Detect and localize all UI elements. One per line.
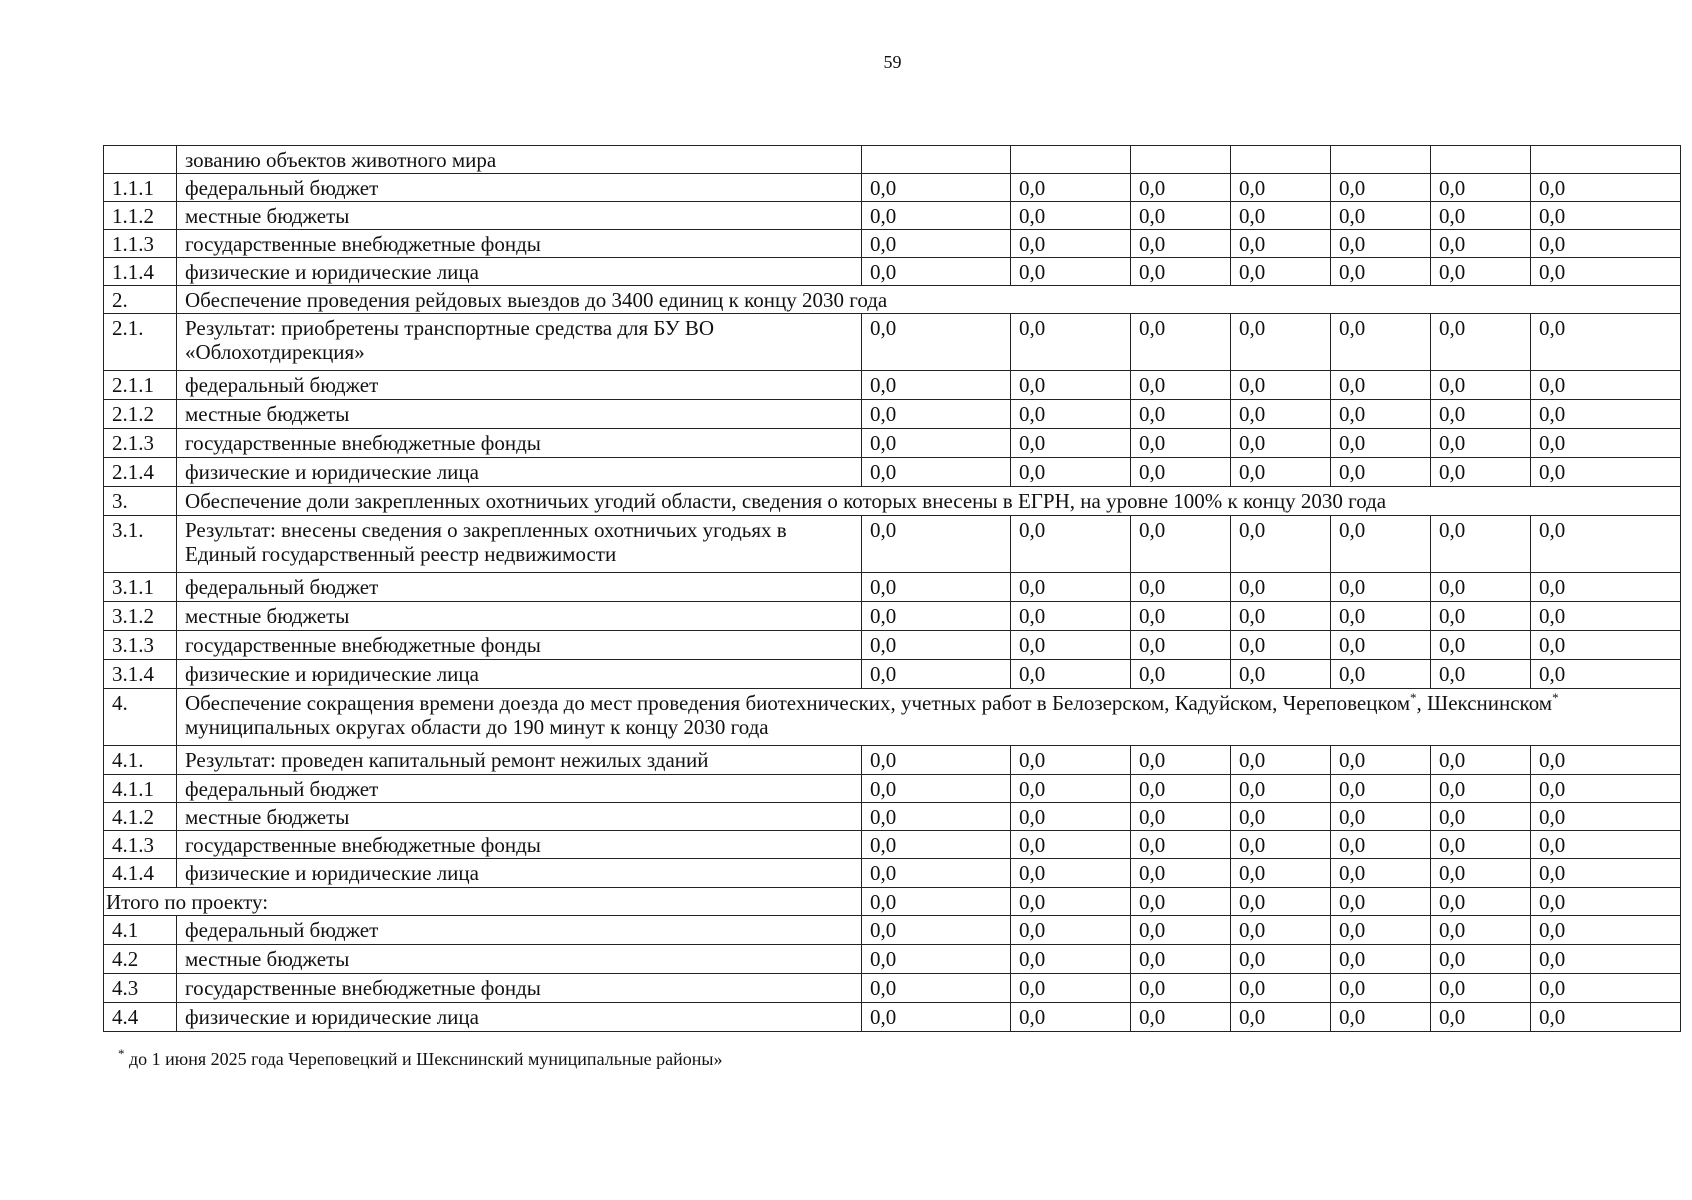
table-row — [104, 974, 1681, 1003]
value-cell: 0,0 — [1231, 974, 1331, 1003]
footnote-text: до 1 июня 2025 года Череповецкий и Шекснинский муниципальные районы» — [124, 1049, 723, 1069]
value-cell: 0,0 — [1331, 974, 1431, 1003]
value-cell: 0,0 — [1531, 602, 1681, 631]
value-cell: 0,0 — [1231, 746, 1331, 775]
value-cell: 0,0 — [1011, 516, 1131, 573]
row-code: 1.1.3 — [104, 230, 177, 258]
value-cell: 0,0 — [862, 174, 1011, 202]
value-cell: 0,0 — [1011, 602, 1131, 631]
value-cell: 0,0 — [1331, 631, 1431, 660]
value-cell: 0,0 — [1531, 888, 1681, 916]
value-cell: 0,0 — [1131, 916, 1231, 945]
section-row — [104, 689, 1681, 746]
value-cell: 0,0 — [1531, 660, 1681, 689]
value-cell: 0,0 — [862, 230, 1011, 258]
value-cell: 0,0 — [1131, 803, 1231, 831]
value-cell: 0,0 — [1231, 916, 1331, 945]
value-cell: 0,0 — [862, 458, 1011, 487]
value-cell: 0,0 — [1231, 202, 1331, 230]
value-cell: 0,0 — [862, 803, 1011, 831]
value-cell: 0,0 — [1231, 1003, 1331, 1032]
row-code: 1.1.1 — [104, 174, 177, 202]
value-cell: 0,0 — [1531, 631, 1681, 660]
value-cell: 0,0 — [1431, 660, 1531, 689]
value-cell: 0,0 — [862, 888, 1011, 916]
value-cell: 0,0 — [1331, 831, 1431, 859]
value-cell: 0,0 — [862, 974, 1011, 1003]
value-cell: 0,0 — [1531, 314, 1681, 371]
value-cell: 0,0 — [1531, 458, 1681, 487]
value-cell: 0,0 — [1231, 371, 1331, 400]
table-row — [104, 573, 1681, 602]
value-cell: 0,0 — [1431, 516, 1531, 573]
value-cell: 0,0 — [1531, 573, 1681, 602]
value-cell: 0,0 — [1131, 573, 1231, 602]
section-title: Обеспечение проведения рейдовых выездов до 3400 единиц к концу 2030 года — [177, 286, 1681, 314]
value-cell: 0,0 — [1231, 429, 1331, 458]
row-label: Результат: проведен капитальный ремонт нежилых зданий — [177, 746, 862, 775]
value-cell: 0,0 — [1331, 1003, 1431, 1032]
value-cell: 0,0 — [1231, 859, 1331, 888]
value-cell: 0,0 — [1131, 974, 1231, 1003]
table-row — [104, 516, 1681, 573]
value-cell: 0,0 — [1531, 1003, 1681, 1032]
value-cell: 0,0 — [1131, 1003, 1231, 1032]
value-cell: 0,0 — [1431, 400, 1531, 429]
value-cell: 0,0 — [862, 202, 1011, 230]
section-text: Обеспечение сокращения времени доезда до мест проведения биотехнических, учетных работ в Белозерском, Кадуйском, Череповецком — [185, 691, 1411, 715]
row-label: федеральный бюджет — [177, 174, 862, 202]
value-cell: 0,0 — [1331, 916, 1431, 945]
value-cell: 0,0 — [1431, 888, 1531, 916]
row-code: 2.1.3 — [104, 429, 177, 458]
value-cell — [1431, 146, 1531, 174]
value-cell: 0,0 — [1131, 888, 1231, 916]
section-title: Обеспечение доли закрепленных охотничьих угодий области, сведения о которых внесены в ЕГРН, на уровне 100% к концу 2030 года — [177, 487, 1681, 516]
table-row — [104, 230, 1681, 258]
table-body — [104, 146, 1681, 1032]
value-cell: 0,0 — [1231, 174, 1331, 202]
value-cell: 0,0 — [862, 573, 1011, 602]
value-cell: 0,0 — [1431, 746, 1531, 775]
row-label: государственные внебюджетные фонды — [177, 974, 862, 1003]
value-cell: 0,0 — [862, 258, 1011, 286]
value-cell: 0,0 — [1531, 371, 1681, 400]
row-label: государственные внебюджетные фонды — [177, 230, 862, 258]
footnote-mark: * — [118, 1046, 125, 1061]
value-cell: 0,0 — [1431, 945, 1531, 974]
value-cell: 0,0 — [862, 746, 1011, 775]
value-cell: 0,0 — [1231, 230, 1331, 258]
value-cell: 0,0 — [1011, 258, 1131, 286]
table-row — [104, 314, 1681, 371]
value-cell: 0,0 — [1131, 174, 1231, 202]
value-cell: 0,0 — [1331, 458, 1431, 487]
row-label: физические и юридические лица — [177, 859, 862, 888]
value-cell: 0,0 — [862, 945, 1011, 974]
section-code: 2. — [104, 286, 177, 314]
total-label: Итого по проекту: — [104, 888, 862, 916]
row-label: Результат: приобретены транспортные средства для БУ ВО «Облохотдирекция» — [177, 314, 862, 371]
value-cell: 0,0 — [1531, 974, 1681, 1003]
value-cell: 0,0 — [1331, 602, 1431, 631]
value-cell: 0,0 — [1531, 400, 1681, 429]
value-cell: 0,0 — [1331, 803, 1431, 831]
value-cell: 0,0 — [1131, 516, 1231, 573]
value-cell: 0,0 — [1331, 258, 1431, 286]
section-code: 4. — [104, 689, 177, 746]
value-cell: 0,0 — [1431, 314, 1531, 371]
financing-table — [103, 145, 1681, 1032]
value-cell: 0,0 — [1331, 573, 1431, 602]
value-cell: 0,0 — [1131, 660, 1231, 689]
value-cell: 0,0 — [1231, 803, 1331, 831]
row-label: государственные внебюджетные фонды — [177, 631, 862, 660]
value-cell: 0,0 — [1531, 775, 1681, 803]
value-cell: 0,0 — [1231, 458, 1331, 487]
value-cell: 0,0 — [862, 631, 1011, 660]
value-cell: 0,0 — [1331, 775, 1431, 803]
section-code: 3. — [104, 487, 177, 516]
asterisk-mark: * — [1410, 690, 1417, 705]
row-label: местные бюджеты — [177, 945, 862, 974]
value-cell: 0,0 — [1431, 602, 1531, 631]
value-cell: 0,0 — [1531, 859, 1681, 888]
value-cell: 0,0 — [1231, 400, 1331, 429]
value-cell: 0,0 — [1011, 831, 1131, 859]
value-cell: 0,0 — [1011, 631, 1131, 660]
value-cell — [1331, 146, 1431, 174]
value-cell: 0,0 — [1431, 174, 1531, 202]
row-label: местные бюджеты — [177, 400, 862, 429]
value-cell: 0,0 — [1131, 314, 1231, 371]
value-cell — [1131, 146, 1231, 174]
value-cell: 0,0 — [1331, 202, 1431, 230]
value-cell: 0,0 — [1331, 400, 1431, 429]
value-cell: 0,0 — [1531, 258, 1681, 286]
row-code: 4.1. — [104, 746, 177, 775]
value-cell: 0,0 — [1231, 314, 1331, 371]
value-cell: 0,0 — [862, 429, 1011, 458]
section-title — [177, 689, 1681, 746]
row-label: зованию объектов животного мира — [177, 146, 862, 174]
row-label: физические и юридические лица — [177, 660, 862, 689]
table-row — [104, 831, 1681, 859]
row-code: 1.1.4 — [104, 258, 177, 286]
section-row — [104, 487, 1681, 516]
row-code: 4.2 — [104, 945, 177, 974]
value-cell: 0,0 — [1011, 859, 1131, 888]
value-cell: 0,0 — [1011, 371, 1131, 400]
value-cell: 0,0 — [1431, 631, 1531, 660]
table-row — [104, 660, 1681, 689]
table-row — [104, 859, 1681, 888]
row-code: 3.1.2 — [104, 602, 177, 631]
row-label: государственные внебюджетные фонды — [177, 831, 862, 859]
value-cell: 0,0 — [1531, 916, 1681, 945]
value-cell: 0,0 — [1011, 400, 1131, 429]
value-cell: 0,0 — [1331, 516, 1431, 573]
table-row — [104, 631, 1681, 660]
value-cell: 0,0 — [862, 775, 1011, 803]
row-code: 1.1.2 — [104, 202, 177, 230]
value-cell: 0,0 — [1331, 174, 1431, 202]
value-cell: 0,0 — [1011, 974, 1131, 1003]
value-cell: 0,0 — [1331, 660, 1431, 689]
value-cell: 0,0 — [1231, 631, 1331, 660]
value-cell: 0,0 — [1131, 429, 1231, 458]
table-row — [104, 746, 1681, 775]
row-code: 3.1.3 — [104, 631, 177, 660]
row-label: федеральный бюджет — [177, 775, 862, 803]
value-cell: 0,0 — [1231, 516, 1331, 573]
value-cell — [862, 146, 1011, 174]
value-cell: 0,0 — [1231, 602, 1331, 631]
section-text: муниципальных округах области до 190 минут к концу 2030 года — [185, 715, 769, 739]
table-row — [104, 429, 1681, 458]
value-cell: 0,0 — [1011, 314, 1131, 371]
value-cell: 0,0 — [862, 371, 1011, 400]
value-cell: 0,0 — [1011, 746, 1131, 775]
value-cell: 0,0 — [1231, 573, 1331, 602]
row-code: 3.1.1 — [104, 573, 177, 602]
value-cell: 0,0 — [1231, 945, 1331, 974]
table-row — [104, 916, 1681, 945]
row-label: государственные внебюджетные фонды — [177, 429, 862, 458]
row-label: физические и юридические лица — [177, 458, 862, 487]
value-cell — [1011, 146, 1131, 174]
value-cell: 0,0 — [1231, 258, 1331, 286]
value-cell — [1231, 146, 1331, 174]
table-row — [104, 371, 1681, 400]
value-cell: 0,0 — [1011, 803, 1131, 831]
table-row — [104, 1003, 1681, 1032]
row-label: местные бюджеты — [177, 803, 862, 831]
value-cell: 0,0 — [1011, 429, 1131, 458]
value-cell: 0,0 — [1011, 1003, 1131, 1032]
value-cell: 0,0 — [1431, 803, 1531, 831]
total-row — [104, 888, 1681, 916]
table-row — [104, 945, 1681, 974]
value-cell: 0,0 — [1531, 746, 1681, 775]
table-row — [104, 400, 1681, 429]
row-label: федеральный бюджет — [177, 371, 862, 400]
value-cell: 0,0 — [862, 602, 1011, 631]
row-label: местные бюджеты — [177, 202, 862, 230]
value-cell: 0,0 — [862, 314, 1011, 371]
value-cell: 0,0 — [1231, 831, 1331, 859]
value-cell: 0,0 — [1431, 371, 1531, 400]
value-cell: 0,0 — [1231, 660, 1331, 689]
value-cell: 0,0 — [1131, 400, 1231, 429]
value-cell: 0,0 — [1431, 859, 1531, 888]
value-cell: 0,0 — [1011, 202, 1131, 230]
table-row — [104, 202, 1681, 230]
row-code: 4.1.3 — [104, 831, 177, 859]
value-cell: 0,0 — [1331, 371, 1431, 400]
value-cell: 0,0 — [1011, 916, 1131, 945]
value-cell: 0,0 — [1531, 429, 1681, 458]
row-code: 2.1.1 — [104, 371, 177, 400]
table-row — [104, 258, 1681, 286]
value-cell: 0,0 — [1531, 516, 1681, 573]
value-cell: 0,0 — [1431, 258, 1531, 286]
row-code — [104, 146, 177, 174]
table-row — [104, 146, 1681, 174]
value-cell: 0,0 — [1131, 631, 1231, 660]
table-row — [104, 174, 1681, 202]
row-code: 4.1.1 — [104, 775, 177, 803]
value-cell: 0,0 — [1331, 230, 1431, 258]
value-cell: 0,0 — [1011, 174, 1131, 202]
row-code: 2.1.2 — [104, 400, 177, 429]
value-cell: 0,0 — [1331, 746, 1431, 775]
value-cell: 0,0 — [862, 660, 1011, 689]
value-cell: 0,0 — [1011, 230, 1131, 258]
row-label: местные бюджеты — [177, 602, 862, 631]
value-cell: 0,0 — [1531, 945, 1681, 974]
value-cell: 0,0 — [1011, 660, 1131, 689]
value-cell: 0,0 — [862, 831, 1011, 859]
footnote — [118, 1046, 723, 1070]
value-cell: 0,0 — [1431, 1003, 1531, 1032]
value-cell: 0,0 — [1531, 202, 1681, 230]
value-cell: 0,0 — [1231, 888, 1331, 916]
value-cell: 0,0 — [1531, 230, 1681, 258]
table-row — [104, 775, 1681, 803]
value-cell: 0,0 — [1131, 775, 1231, 803]
value-cell: 0,0 — [1431, 429, 1531, 458]
value-cell: 0,0 — [1231, 775, 1331, 803]
value-cell: 0,0 — [1431, 230, 1531, 258]
row-label: федеральный бюджет — [177, 573, 862, 602]
value-cell: 0,0 — [1331, 888, 1431, 916]
value-cell: 0,0 — [1131, 202, 1231, 230]
value-cell: 0,0 — [1431, 974, 1531, 1003]
row-label: Результат: внесены сведения о закрепленных охотничьих угодьях в Единый государственный реестр недвижимости — [177, 516, 862, 573]
value-cell: 0,0 — [862, 1003, 1011, 1032]
row-label: физические и юридические лица — [177, 1003, 862, 1032]
table-row — [104, 458, 1681, 487]
section-text: , Шекснинском — [1416, 691, 1553, 715]
row-label: физические и юридические лица — [177, 258, 862, 286]
value-cell: 0,0 — [1131, 230, 1231, 258]
table-row — [104, 803, 1681, 831]
row-code: 4.4 — [104, 1003, 177, 1032]
value-cell: 0,0 — [1011, 573, 1131, 602]
row-code: 2.1. — [104, 314, 177, 371]
value-cell: 0,0 — [1431, 775, 1531, 803]
value-cell: 0,0 — [1011, 945, 1131, 974]
value-cell: 0,0 — [1531, 803, 1681, 831]
value-cell: 0,0 — [862, 916, 1011, 945]
row-code: 2.1.4 — [104, 458, 177, 487]
value-cell: 0,0 — [862, 859, 1011, 888]
value-cell: 0,0 — [1431, 202, 1531, 230]
table-row — [104, 602, 1681, 631]
value-cell: 0,0 — [1131, 831, 1231, 859]
value-cell — [1531, 146, 1681, 174]
value-cell: 0,0 — [1131, 746, 1231, 775]
section-row — [104, 286, 1681, 314]
value-cell: 0,0 — [1131, 602, 1231, 631]
value-cell: 0,0 — [1431, 573, 1531, 602]
row-code: 4.1 — [104, 916, 177, 945]
row-code: 4.1.2 — [104, 803, 177, 831]
value-cell: 0,0 — [1331, 429, 1431, 458]
value-cell: 0,0 — [1011, 775, 1131, 803]
row-code: 3.1. — [104, 516, 177, 573]
page-number: 59 — [883, 52, 902, 72]
value-cell: 0,0 — [1131, 258, 1231, 286]
value-cell: 0,0 — [1431, 831, 1531, 859]
value-cell: 0,0 — [1011, 458, 1131, 487]
value-cell: 0,0 — [1531, 831, 1681, 859]
value-cell: 0,0 — [1431, 916, 1531, 945]
asterisk-mark: * — [1552, 690, 1559, 705]
value-cell: 0,0 — [1331, 945, 1431, 974]
value-cell: 0,0 — [1331, 314, 1431, 371]
row-code: 4.3 — [104, 974, 177, 1003]
value-cell: 0,0 — [1131, 859, 1231, 888]
value-cell: 0,0 — [1011, 888, 1131, 916]
row-code: 3.1.4 — [104, 660, 177, 689]
value-cell: 0,0 — [862, 516, 1011, 573]
value-cell: 0,0 — [1131, 458, 1231, 487]
value-cell: 0,0 — [1531, 174, 1681, 202]
value-cell: 0,0 — [1131, 945, 1231, 974]
value-cell: 0,0 — [1131, 371, 1231, 400]
value-cell: 0,0 — [1431, 458, 1531, 487]
value-cell: 0,0 — [1331, 859, 1431, 888]
row-label: федеральный бюджет — [177, 916, 862, 945]
row-code: 4.1.4 — [104, 859, 177, 888]
value-cell: 0,0 — [862, 400, 1011, 429]
